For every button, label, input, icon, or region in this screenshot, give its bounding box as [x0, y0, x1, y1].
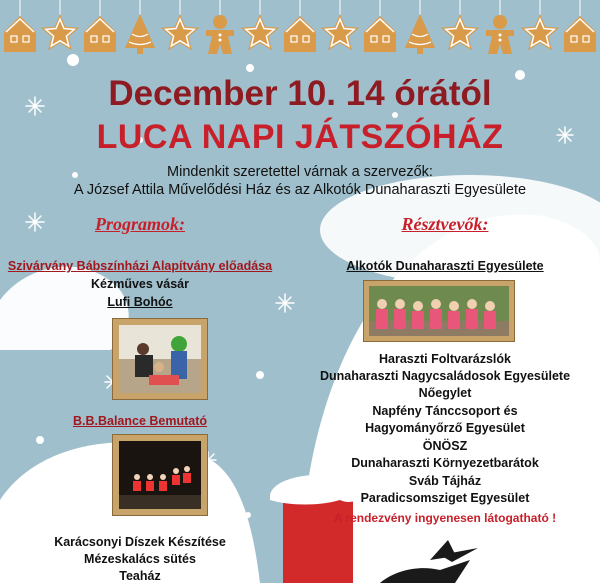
program-item: Mézeskalács sütés: [84, 552, 196, 566]
event-title: LUCA NAPI JÁTSZÓHÁZ: [96, 118, 504, 156]
participant-item: Sváb Tájház: [408, 474, 482, 488]
program-item: Teaház: [119, 569, 161, 583]
program-item: Szivárvány Bábszínházi Alapítvány előadása: [7, 259, 273, 273]
participants-heading: Résztvevők:: [401, 214, 489, 234]
participant-item: Dunaharaszti Környezetbarátok: [351, 456, 539, 470]
gingerbread-man-icon: [206, 0, 234, 54]
organizers-line: A József Attila Művelődési Ház és az Alkotók Dunaharaszti Egyesülete: [73, 182, 527, 198]
participant-item: Haraszti Foltvarázslók: [379, 352, 511, 366]
gingerbread-house-icon: [84, 0, 116, 52]
gingerbread-star-icon: [41, 0, 79, 50]
gingerbread-star-icon: [241, 0, 279, 50]
group-photo: [363, 280, 515, 342]
program-item: B.B.Balance Bemutató: [72, 414, 208, 428]
gingerbread-garland: [0, 0, 600, 70]
participant-item: Hagyományőrző Egyesület: [365, 421, 525, 435]
participant-item: Paradicsomsziget Egyesület: [360, 491, 530, 505]
participant-item: ÖNÖSZ: [422, 439, 468, 453]
gingerbread-house-icon: [364, 0, 396, 52]
program-item: Karácsonyi Díszek Készítése: [54, 535, 226, 549]
invite-line: Mindenkit szeretettel várnak a szervezők:: [167, 164, 433, 180]
program-item: Kézműves vásár: [91, 277, 189, 291]
participant-item: Dunaharaszti Nagycsaládosok Egyesülete: [319, 369, 571, 383]
gingerbread-house-icon: [284, 0, 316, 52]
free-entry-note: A rendezvény ingyenesen látogatható !: [333, 511, 557, 525]
gingerbread-star-icon: [161, 0, 199, 50]
gingerbread-man-icon: [486, 0, 514, 54]
gingerbread-house-icon: [564, 0, 596, 52]
participant-item: Napfény Tánccsoport és: [372, 404, 518, 418]
gingerbread-star-icon: [441, 0, 479, 50]
clown-photo: [112, 318, 208, 400]
gingerbread-star-icon: [521, 0, 559, 50]
dance-photo: [112, 434, 208, 516]
gingerbread-tree-icon: [125, 0, 155, 54]
gingerbread-house-icon: [4, 0, 36, 52]
event-date: December 10. 14 órától: [108, 74, 492, 113]
participant-main: Alkotók Dunaharaszti Egyesülete: [346, 259, 544, 273]
participant-item: Nőegylet: [418, 386, 472, 400]
gingerbread-star-icon: [321, 0, 359, 50]
gingerbread-tree-icon: [405, 0, 435, 54]
program-item: Lufi Bohóc: [107, 295, 173, 309]
programs-heading: Programok:: [95, 214, 185, 234]
